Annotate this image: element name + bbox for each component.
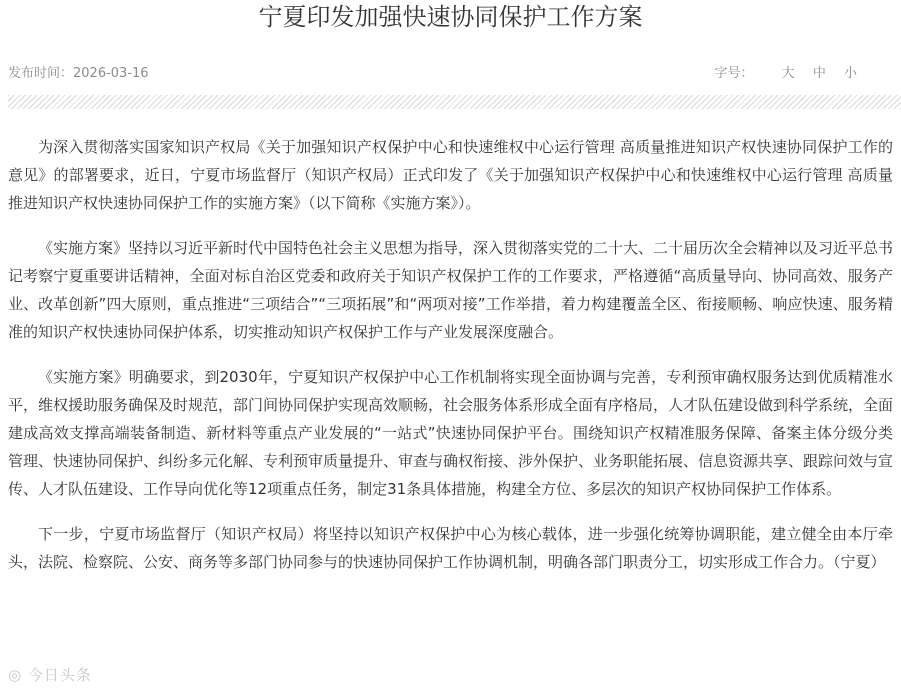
font-size-switcher (715, 62, 857, 81)
font-size-medium-button[interactable]: 中 (812, 66, 826, 81)
publish-time: 发布时间：2026-03-16 (8, 66, 149, 81)
font-size-small-button[interactable]: 小 (843, 66, 857, 81)
divider (8, 95, 901, 109)
article-body (8, 133, 893, 593)
font-size-label: 字号： (714, 66, 754, 81)
body-paragraph: 《实施方案》坚持以习近平新时代中国特色社会主义思想为指导，深入贯彻落实党的二十大、二十届历次全会精神以及习近平总书记考察宁夏重要讲话精神，全面对标自治区党委和政府关于知识产权保护工作的工作要求，严格遵循“高质量导向、协同高效、服务产业、改革创新”四大原则，重点推进“三项结合”“三项拓展”和“两项对接”工作举措，着力构建覆盖全区、衔接顺畅、响应快速、服务精准的知识产权快速协同保护体系，切实推动知识产权保护工作与产业发展深度融合。 (8, 239, 894, 341)
font-size-large-button[interactable]: 大 (781, 66, 795, 81)
body-paragraph: 下一步，宁夏市场监督厅（知识产权局）将坚持以知识产权保护中心为核心载体，进一步强化统筹协调职能，建立健全由本厅牵头，法院、检察院、公安、商务等多部门协同参与的快速协同保护工作协调机制，明确各部门职责分工，切实形成工作合力。（宁夏） (8, 525, 893, 571)
body-paragraph: 为深入贯彻落实国家知识产权局《关于加强知识产权保护中心和快速维权中心运行管理 高质量推进知识产权快速协同保护工作的意见》的部署要求，近日，宁夏市场监督厅（知识产权局）正式印发了《关于加强知识产权保护中心和快速维权中心运行管理 高质量推进知识产权快速协同保护工作的实施方案》（以下简称《实施方案》）。 (8, 138, 893, 212)
page-title: 宁夏印发加强快速协同保护工作方案 (258, 3, 643, 31)
watermark-logo: ◎ 今日头条 (8, 666, 92, 684)
body-paragraph: 《实施方案》明确要求，到2030年，宁夏知识产权保护中心工作机制将实现全面协调与完善，专利预审确权服务达到优质精准水平，维权援助服务确保及时规范，部门间协同保护实现高效顺畅，社会服务体系形成全面有序格局，人才队伍建设做到科学系统，全面建成高效支撑高端装备制造、新材料等重点产业发展的“一站式”快速协同保护平台。围绕知识产权精准服务保障、备案主体分级分类管理、快速协同保护、纠纷多元化解、专利预审质量提升、审查与确权衔接、涉外保护、业务职能拓展、信息资源共享、跟踪问效与宣传、人才队伍建设、工作导向优化等12项重点任务，制定31条具体措施，构建全方位、多层次的知识产权协同保护工作体系。 (8, 368, 894, 498)
article-meta (8, 60, 857, 82)
